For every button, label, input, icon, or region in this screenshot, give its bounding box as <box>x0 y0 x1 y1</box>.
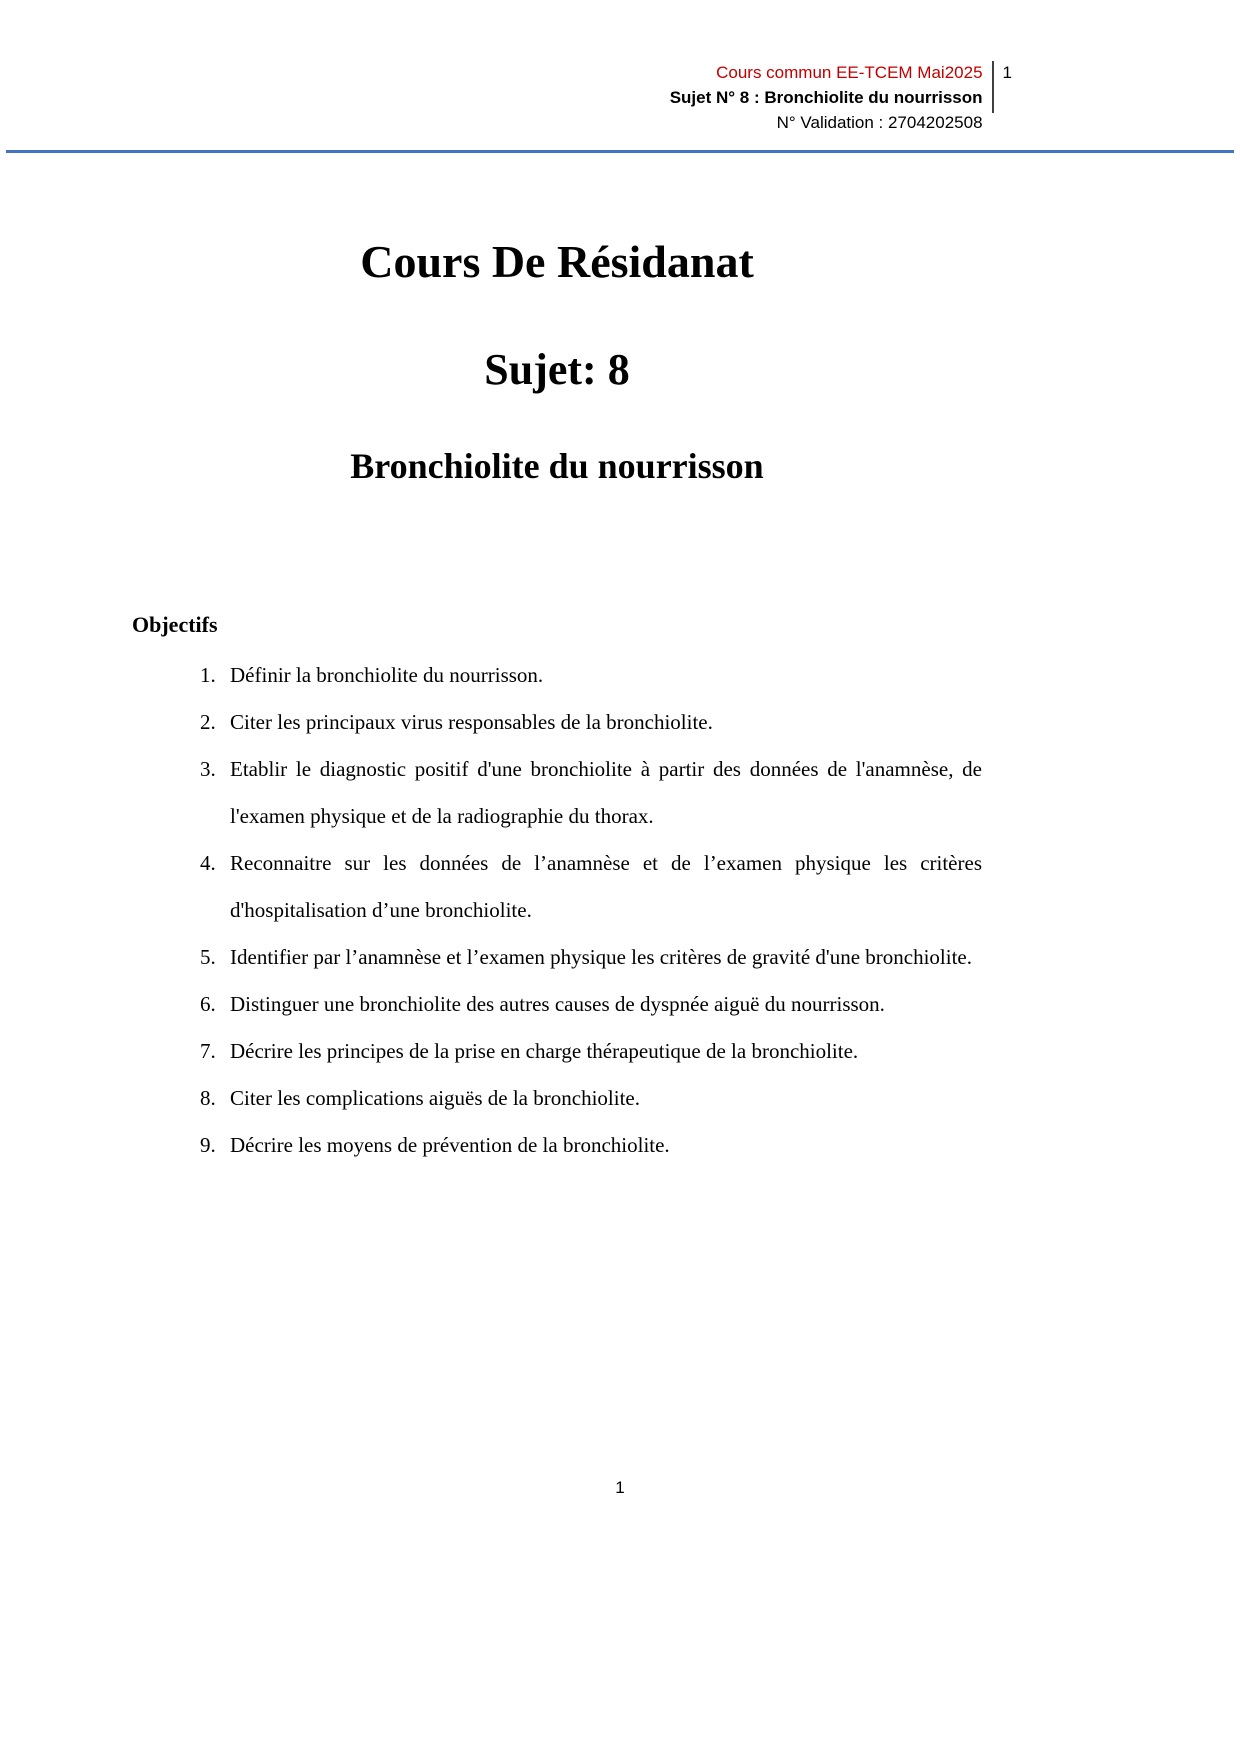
objective-item <box>132 1122 982 1169</box>
objective-text: Définir la bronchiolite du nourrisson. <box>230 663 544 687</box>
subject-title: Sujet: 8 <box>484 345 630 394</box>
header-validation-line: N° Validation : 2704202508 <box>776 113 983 132</box>
objective-text: Citer les complications aiguës de la bronchiolite. <box>230 1086 640 1110</box>
header-text-block <box>670 60 983 135</box>
objective-item <box>132 840 982 934</box>
objective-number: 8. <box>200 1086 216 1110</box>
objective-number: 7. <box>200 1039 216 1063</box>
objective-number: 6. <box>200 992 216 1016</box>
objectives-heading: Objectifs <box>132 612 218 637</box>
objective-text: Décrire les principes de la prise en charge thérapeutique de la bronchiolite. <box>230 1039 859 1063</box>
objective-number: 5. <box>200 945 216 969</box>
objective-text: Distinguer une bronchiolite des autres causes de dyspnée aiguë du nourrisson. <box>230 992 885 1016</box>
document-body <box>132 153 982 1169</box>
header-page-number: 1 <box>1002 63 1012 82</box>
topic-title: Bronchiolite du nourrisson <box>350 446 764 486</box>
objective-number: 9. <box>200 1133 216 1157</box>
objective-text: Identifier par l’anamnèse et l’examen physique les critères de gravité d'une bronchiolite. <box>230 945 972 969</box>
objective-item <box>132 699 982 746</box>
objective-item <box>132 652 982 699</box>
objective-item <box>132 934 982 981</box>
objective-number: 1. <box>200 663 216 687</box>
objective-number: 4. <box>200 851 216 875</box>
objective-item <box>132 746 982 840</box>
objective-text: Décrire les moyens de prévention de la bronchiolite. <box>230 1133 670 1157</box>
objective-item <box>132 1075 982 1122</box>
objective-number: 3. <box>200 757 216 781</box>
page-header <box>670 60 1012 135</box>
course-title: Cours De Résidanat <box>360 236 754 287</box>
header-subject-line: Sujet N° 8 : Bronchiolite du nourrisson <box>669 88 983 107</box>
objective-text: Etablir le diagnostic positif d'une bronchiolite à partir des données de l'anamnèse, de l'examen physique et de la radiographie du thorax. <box>230 757 982 828</box>
objectives-list <box>132 652 982 1169</box>
footer-page-number: 1 <box>615 1478 625 1497</box>
objective-text: Reconnaitre sur les données de l’anamnèse et de l’examen physique les critères d'hospitalisation d’une bronchiolite. <box>230 851 982 922</box>
objective-item <box>132 981 982 1028</box>
objective-text: Citer les principaux virus responsables de la bronchiolite. <box>230 710 713 734</box>
header-vertical-divider <box>992 61 994 113</box>
objective-number: 2. <box>200 710 216 734</box>
objective-item <box>132 1028 982 1075</box>
header-course-line: Cours commun EE-TCEM Mai2025 <box>716 63 983 82</box>
